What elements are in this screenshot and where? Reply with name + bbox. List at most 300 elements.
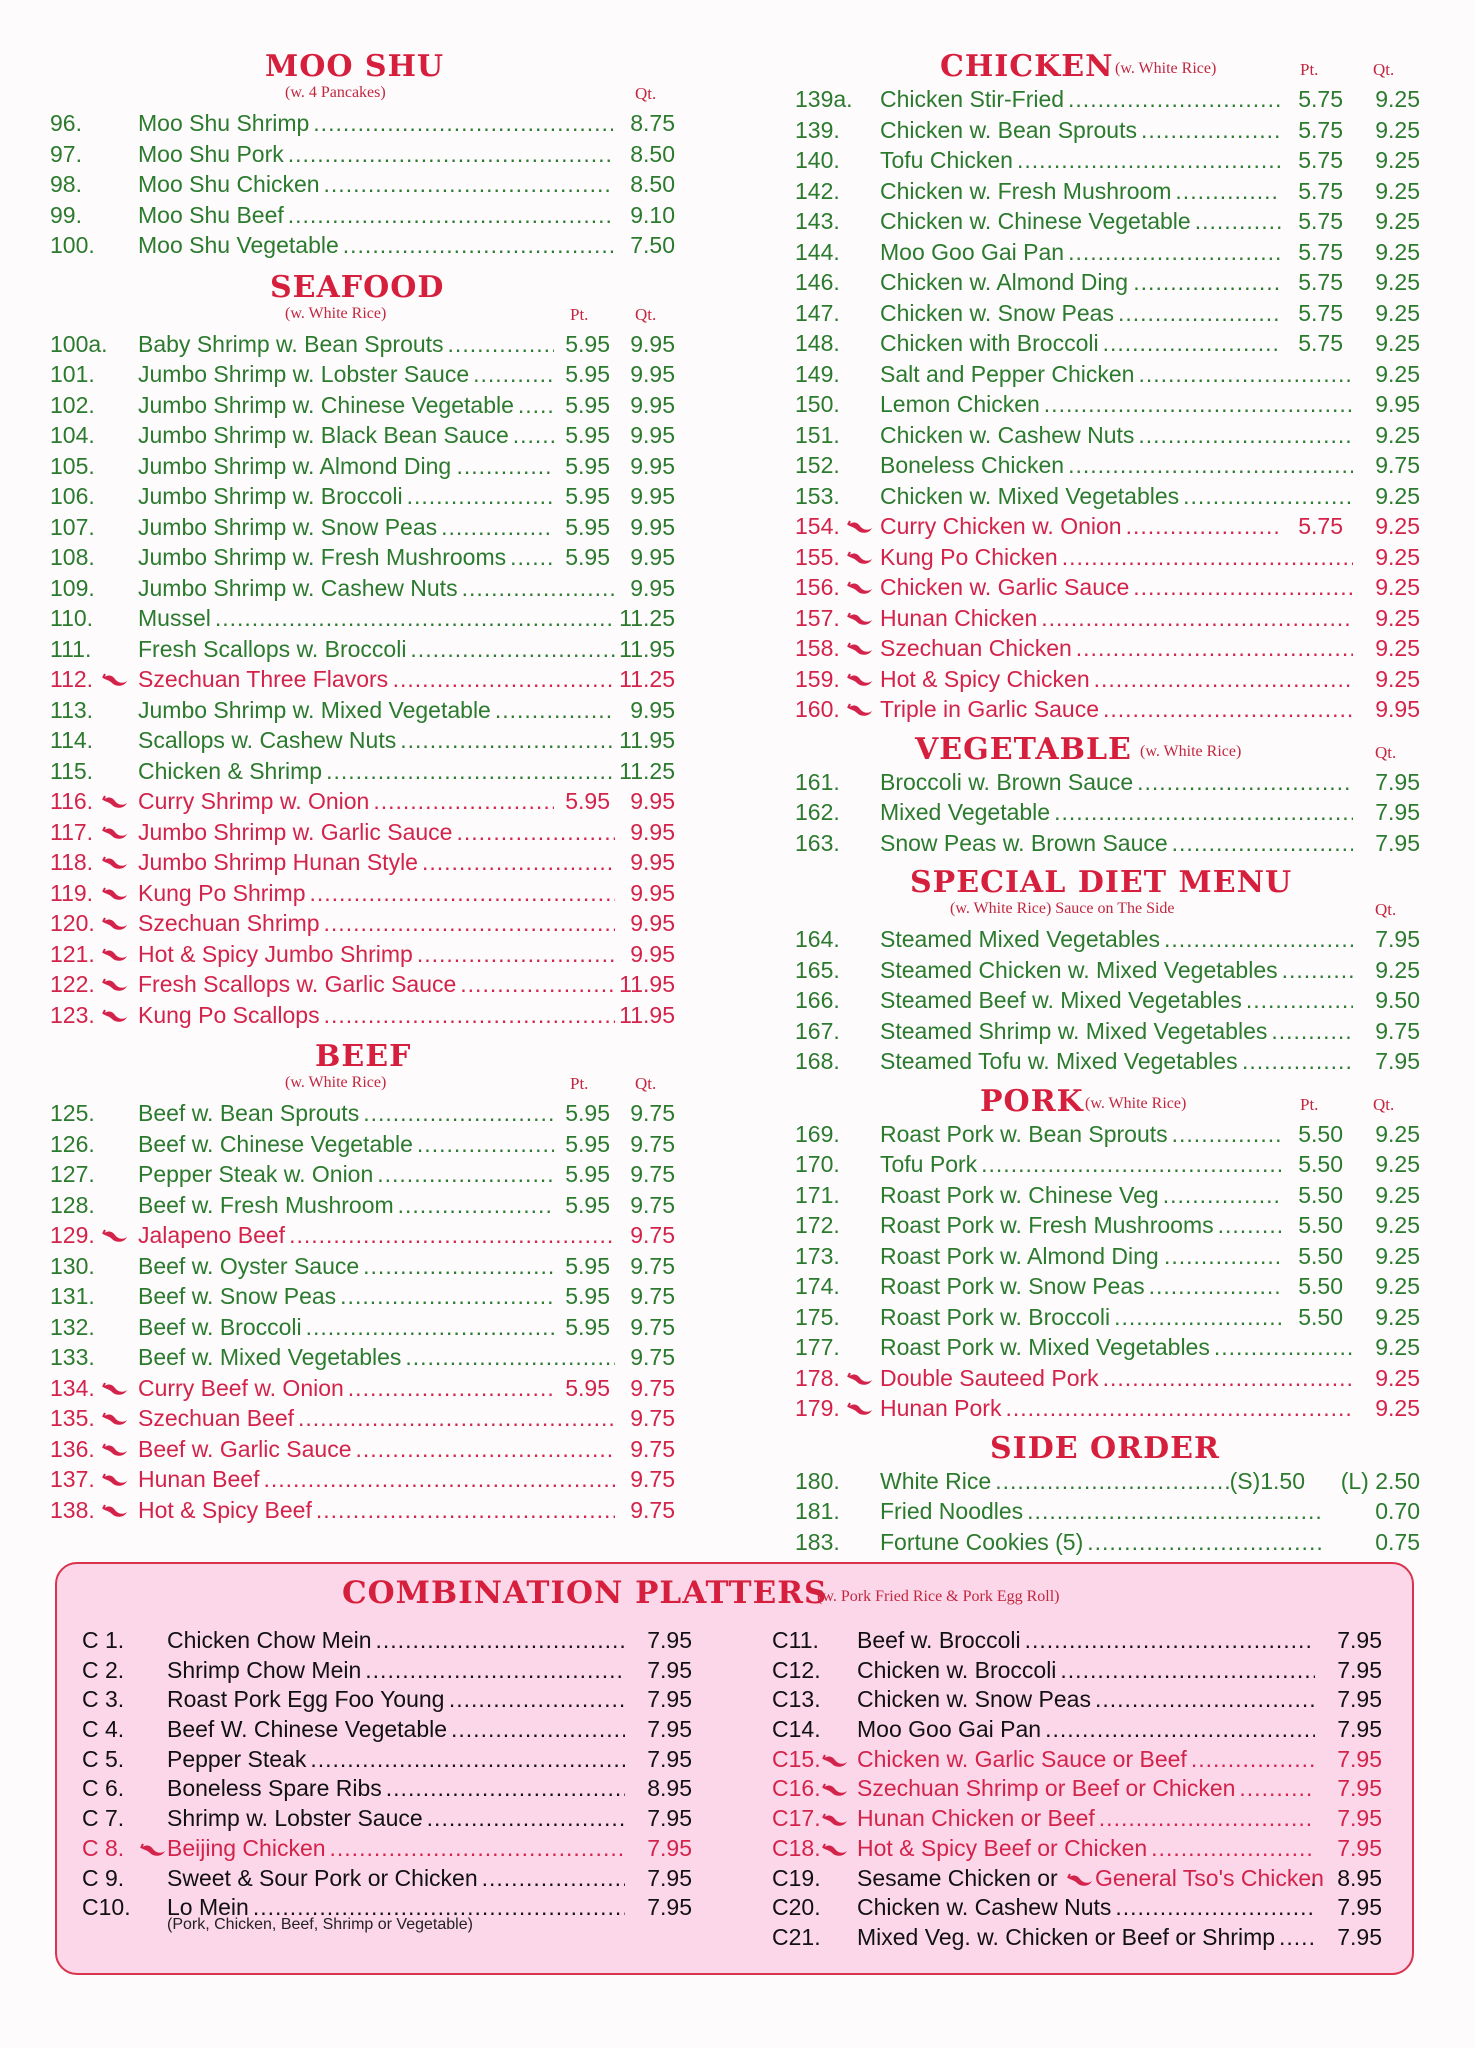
pt-header: Pt.	[1300, 60, 1319, 79]
quart-price: 9.95	[630, 788, 675, 814]
leader-dots	[1214, 1332, 1353, 1363]
leader-dots	[1191, 1745, 1315, 1775]
menu-item[interactable]	[795, 828, 1427, 859]
menu-item[interactable]	[795, 1046, 1427, 1077]
menu-item[interactable]	[50, 817, 680, 848]
menu-item[interactable]	[50, 1000, 680, 1031]
menu-item[interactable]	[82, 1804, 702, 1834]
quart-price: 9.25	[1375, 513, 1420, 539]
menu-item[interactable]	[50, 1251, 680, 1282]
menu-item[interactable]	[50, 542, 680, 573]
menu-item[interactable]	[795, 767, 1427, 798]
quart-price: 7.95	[647, 1686, 692, 1713]
menu-item[interactable]	[50, 390, 680, 421]
menu-item[interactable]	[772, 1923, 1387, 1953]
section-note: (w. White Rice) Sauce on The Side	[950, 900, 1175, 917]
item-number: 164.	[795, 926, 840, 952]
leader-dots	[263, 1464, 615, 1495]
item-name: Steamed Chicken w. Mixed Vegetables	[880, 956, 1278, 983]
item-number: 98.	[50, 171, 82, 197]
menu-item[interactable]	[795, 1149, 1427, 1180]
menu-item[interactable]	[795, 298, 1427, 329]
item-name: Mixed Veg. w. Chicken or Beef or Shrimp	[857, 1923, 1276, 1950]
leader-dots	[340, 1281, 554, 1312]
menu-item[interactable]	[772, 1834, 1387, 1864]
chicken-section	[795, 50, 1427, 725]
quart-price: 9.95	[630, 818, 675, 845]
beef-section	[50, 1040, 680, 1525]
menu-item[interactable]	[772, 1685, 1387, 1715]
quart-price: 9.25	[1375, 604, 1420, 631]
item-number: C 3.	[82, 1686, 125, 1713]
section-header	[57, 1576, 1412, 1610]
item-number: 127.	[50, 1161, 95, 1187]
quart-price: 9.95	[630, 574, 675, 601]
item-name: Mixed Vegetable	[880, 799, 1051, 825]
menu-item[interactable]	[50, 1342, 680, 1373]
quart-price: 9.95	[1375, 391, 1420, 417]
item-name-spicy: General Tso's Chicken	[1095, 1864, 1324, 1891]
menu-item[interactable]	[50, 169, 680, 200]
leader-dots	[1282, 955, 1353, 986]
menu-item[interactable]	[82, 1864, 702, 1894]
item-name: Chicken w. Mixed Vegetables	[880, 482, 1180, 509]
menu-item[interactable]	[772, 1864, 1387, 1894]
leader-dots	[1133, 572, 1353, 603]
menu-item[interactable]	[795, 1119, 1427, 1150]
qt-header: Qt.	[1375, 742, 1397, 762]
menu-item[interactable]	[772, 1745, 1387, 1775]
quart-price: 9.75	[630, 1435, 675, 1462]
menu-item[interactable]	[50, 200, 680, 231]
item-name: Jalapeno Beef	[138, 1222, 286, 1248]
quart-price: 9.25	[1375, 635, 1420, 661]
hot-pepper-icon	[102, 817, 126, 847]
item-name: Beef w. Oyster Sauce	[138, 1252, 360, 1279]
menu-item[interactable]	[795, 694, 1427, 725]
item-number: 115.	[50, 757, 94, 784]
pint-price: 5.95	[565, 1374, 610, 1401]
pint-price: 5.95	[565, 788, 610, 814]
quart-price: 8.95	[1337, 1864, 1382, 1891]
hot-pepper-icon	[847, 603, 871, 633]
item-number: 178.	[795, 1364, 840, 1391]
menu-item[interactable]	[50, 1129, 680, 1160]
hot-pepper-icon	[1067, 1864, 1091, 1894]
leader-dots	[1149, 1271, 1281, 1302]
leader-dots	[1062, 542, 1353, 573]
leader-dots	[1133, 267, 1281, 298]
quart-price: 9.25	[1375, 147, 1420, 173]
menu-item[interactable]	[795, 797, 1427, 828]
item-number: 162.	[795, 799, 840, 825]
menu-item[interactable]	[50, 359, 680, 390]
leader-dots	[451, 1715, 625, 1745]
leader-dots	[1025, 1626, 1315, 1656]
leader-dots	[376, 1626, 625, 1656]
item-name: Chicken w. Fresh Mushroom	[880, 177, 1172, 204]
pint-price: 5.75	[1298, 238, 1343, 265]
menu-item[interactable]	[50, 878, 680, 909]
menu-item[interactable]	[795, 206, 1427, 237]
menu-item[interactable]	[50, 1373, 680, 1404]
item-number: 122.	[50, 971, 95, 997]
quart-price: 7.95	[1375, 768, 1420, 795]
menu-item[interactable]	[772, 1804, 1387, 1834]
pint-price: 5.50	[1298, 1303, 1343, 1330]
menu-item[interactable]	[82, 1685, 702, 1715]
item-number: C12.	[772, 1656, 821, 1683]
leader-dots	[1099, 1804, 1315, 1834]
vegetable-section	[795, 733, 1427, 859]
menu-item[interactable]	[50, 1434, 680, 1465]
menu-item[interactable]	[82, 1745, 702, 1775]
item-number: 154.	[795, 513, 840, 539]
menu-item[interactable]	[50, 1220, 680, 1251]
menu-item[interactable]	[795, 481, 1427, 512]
quart-price: 9.50	[1375, 987, 1420, 1013]
hot-pepper-icon	[102, 939, 126, 969]
quart-price: 9.25	[1375, 360, 1420, 387]
menu-item[interactable]	[795, 633, 1427, 664]
item-number: C 6.	[82, 1775, 125, 1802]
quart-price: 9.95	[630, 422, 675, 448]
hot-pepper-icon	[847, 511, 871, 541]
pint-price: 5.95	[565, 513, 610, 540]
menu-item[interactable]	[795, 1180, 1427, 1211]
menu-item[interactable]	[50, 969, 680, 1000]
quart-price: 9.75	[630, 1130, 675, 1157]
menu-item[interactable]	[795, 1393, 1427, 1424]
quart-price: 9.25	[1375, 269, 1420, 295]
section-title: BEEF	[315, 1039, 412, 1074]
quart-price: 9.95	[630, 452, 675, 479]
menu-item[interactable]	[795, 115, 1427, 146]
item-number: 105.	[50, 452, 95, 479]
menu-item[interactable]	[795, 145, 1427, 176]
section-title: SEAFOOD	[270, 269, 445, 305]
menu-item[interactable]	[795, 389, 1427, 420]
item-name: Hunan Beef	[138, 1466, 260, 1492]
item-name: Szechuan Three Flavors	[138, 666, 389, 692]
quart-price: 9.95	[630, 879, 675, 906]
item-number: C14.	[772, 1716, 821, 1743]
menu-item[interactable]	[795, 603, 1427, 634]
menu-item[interactable]	[50, 908, 680, 939]
leader-dots	[427, 1804, 625, 1834]
menu-item[interactable]	[795, 176, 1427, 207]
menu-item[interactable]	[795, 1466, 1427, 1497]
qt-header: Qt.	[635, 1074, 657, 1093]
menu-item[interactable]	[50, 420, 680, 451]
item-number: 159.	[795, 665, 840, 692]
menu-item[interactable]	[795, 1302, 1427, 1333]
menu-item[interactable]	[82, 1715, 702, 1745]
leader-dots	[456, 817, 615, 848]
section-header	[50, 1040, 680, 1074]
quart-price: 9.25	[1375, 1151, 1420, 1177]
section-subheader	[50, 305, 680, 329]
item-number: C 8.	[82, 1834, 125, 1861]
pint-price: (S)1.50	[1229, 1467, 1305, 1494]
item-number: 113.	[50, 696, 94, 723]
item-name: Steamed Beef w. Mixed Vegetables	[880, 987, 1242, 1013]
item-number: 168.	[795, 1048, 840, 1074]
menu-item[interactable]	[50, 725, 680, 756]
menu-item[interactable]	[795, 572, 1427, 603]
item-name: Beijing Chicken	[167, 1834, 326, 1861]
item-name: Pepper Steak w. Onion	[138, 1161, 374, 1187]
item-name: Chicken w. Almond Ding	[880, 269, 1129, 295]
item-number: 99.	[50, 201, 82, 228]
menu-item[interactable]	[772, 1893, 1387, 1923]
item-name: Szechuan Beef	[138, 1405, 295, 1431]
menu-item[interactable]	[50, 108, 680, 139]
item-name: Hunan Pork	[880, 1395, 1002, 1421]
menu-item[interactable]	[50, 1190, 680, 1221]
section-subheader	[50, 84, 680, 108]
menu-item[interactable]	[50, 756, 680, 787]
quart-price: 9.75	[630, 1191, 675, 1218]
hot-pepper-icon	[102, 664, 126, 694]
qt-header: Qt.	[635, 304, 657, 324]
leader-dots	[1246, 985, 1353, 1016]
item-name: Hunan Chicken or Beef	[857, 1805, 1095, 1832]
menu-item[interactable]	[772, 1656, 1387, 1686]
item-name: Chicken w. Chinese Vegetable	[880, 208, 1191, 234]
leader-dots	[422, 847, 615, 878]
item-number: 136.	[50, 1435, 95, 1462]
pint-price: 5.95	[565, 483, 610, 509]
pint-price: 5.75	[1298, 513, 1343, 539]
menu-item[interactable]	[50, 1098, 680, 1129]
quart-price: 7.95	[647, 1894, 692, 1921]
menu-item[interactable]	[795, 84, 1427, 115]
menu-item[interactable]	[772, 1774, 1387, 1804]
menu-item[interactable]	[50, 481, 680, 512]
menu-item[interactable]	[82, 1834, 702, 1864]
leader-dots	[417, 939, 615, 970]
menu-item[interactable]	[795, 511, 1427, 542]
hot-pepper-icon	[102, 1373, 126, 1403]
item-number: 151.	[795, 421, 840, 448]
item-name: Chicken w. Bean Sprouts	[880, 116, 1137, 143]
menu-item[interactable]	[795, 664, 1427, 695]
leader-dots	[363, 1098, 554, 1129]
quart-price: 7.95	[1375, 1048, 1420, 1074]
menu-item[interactable]	[50, 573, 680, 604]
menu-item[interactable]	[795, 1527, 1427, 1558]
quart-price: 9.10	[630, 201, 675, 228]
item-number: 96.	[50, 110, 82, 136]
item-number: 101.	[50, 361, 95, 387]
menu-item[interactable]	[795, 237, 1427, 268]
quart-price: 9.25	[1375, 208, 1420, 234]
menu-item[interactable]	[795, 1241, 1427, 1272]
menu-item[interactable]	[795, 359, 1427, 390]
leader-dots	[1054, 797, 1353, 828]
qt-header: Qt.	[635, 84, 657, 103]
item-number: 130.	[50, 1252, 95, 1279]
menu-item[interactable]	[50, 230, 680, 261]
menu-item[interactable]	[795, 924, 1427, 955]
item-name: Shrimp Chow Mein	[167, 1656, 362, 1683]
quart-price: 9.25	[1375, 86, 1420, 112]
menu-item[interactable]	[772, 1715, 1387, 1745]
menu-item[interactable]	[50, 847, 680, 878]
item-name: Jumbo Shrimp w. Chinese Vegetable	[138, 391, 514, 418]
menu-item[interactable]	[795, 420, 1427, 451]
menu-item[interactable]	[82, 1626, 702, 1656]
leader-dots	[1095, 1685, 1315, 1715]
quart-price: 9.75	[630, 1405, 675, 1431]
leader-dots	[1068, 237, 1281, 268]
menu-item[interactable]	[50, 1495, 680, 1526]
item-number: 132.	[50, 1313, 95, 1340]
item-number: C19.	[772, 1864, 821, 1891]
quart-price: 9.25	[1375, 956, 1420, 983]
quart-price: 0.70	[1375, 1498, 1420, 1524]
seafood-section	[50, 271, 680, 1031]
quart-price: 9.95	[630, 483, 675, 509]
menu-item[interactable]	[82, 1774, 702, 1804]
pint-price: 5.75	[1298, 299, 1343, 326]
item-number: 158.	[795, 635, 840, 661]
menu-item[interactable]	[50, 939, 680, 970]
leader-dots	[330, 1834, 625, 1864]
quart-price: 7.95	[1337, 1805, 1382, 1832]
leader-dots	[1164, 924, 1353, 955]
menu-item[interactable]	[50, 1159, 680, 1190]
menu-item[interactable]	[795, 1210, 1427, 1241]
leader-dots	[1172, 828, 1353, 859]
quart-price: 7.95	[647, 1656, 692, 1683]
pint-price: 5.75	[1298, 269, 1343, 295]
item-number: 146.	[795, 269, 840, 295]
menu-item[interactable]	[50, 451, 680, 482]
quart-price: 9.95	[1375, 696, 1420, 722]
quart-price: 9.25	[1375, 665, 1420, 692]
pint-price: 5.75	[1298, 116, 1343, 143]
pint-price: 5.95	[565, 1161, 610, 1187]
menu-item[interactable]	[795, 985, 1427, 1016]
menu-item[interactable]	[772, 1626, 1387, 1656]
menu-item[interactable]	[50, 512, 680, 543]
item-number: 129.	[50, 1222, 95, 1248]
section-note: (w. White Rice)	[1140, 742, 1242, 760]
pint-price: 5.95	[565, 361, 610, 387]
item-number: 104.	[50, 422, 95, 448]
item-number: 180.	[795, 1467, 840, 1494]
item-number: 100.	[50, 232, 95, 258]
menu-item[interactable]	[50, 1312, 680, 1343]
leader-dots	[386, 1774, 625, 1804]
menu-item[interactable]	[795, 1363, 1427, 1394]
menu-item[interactable]	[795, 450, 1427, 481]
pt-header: Pt.	[1300, 1094, 1319, 1114]
menu-item[interactable]	[50, 1281, 680, 1312]
section-header	[795, 1432, 1427, 1466]
leader-dots	[377, 1159, 554, 1190]
item-number: 148.	[795, 330, 840, 356]
quart-price: 7.95	[1337, 1656, 1382, 1683]
item-number: 112.	[50, 666, 94, 692]
leader-dots	[288, 139, 613, 170]
menu-item[interactable]	[82, 1893, 702, 1934]
menu-item[interactable]	[795, 267, 1427, 298]
menu-item[interactable]	[50, 1403, 680, 1434]
menu-item[interactable]	[50, 664, 680, 695]
menu-item[interactable]	[50, 695, 680, 726]
quart-price: 7.95	[647, 1805, 692, 1832]
menu-item[interactable]	[50, 329, 680, 360]
item-name: Chicken w. Garlic Sauce or Beef	[857, 1745, 1187, 1772]
item-number: 126.	[50, 1130, 95, 1157]
menu-item[interactable]	[795, 1271, 1427, 1302]
item-name: Roast Pork w. Broccoli	[880, 1303, 1111, 1330]
menu-item[interactable]	[50, 139, 680, 170]
pint-price: 5.50	[1298, 1242, 1343, 1269]
quart-price: 7.95	[1337, 1775, 1382, 1802]
menu-item[interactable]	[795, 328, 1427, 359]
item-number: C15.	[772, 1745, 821, 1772]
item-number: C21.	[772, 1923, 821, 1950]
quart-price: 7.95	[1337, 1923, 1382, 1950]
leader-dots	[1271, 1016, 1353, 1047]
item-name: Roast Pork w. Chinese Veg	[880, 1181, 1159, 1208]
menu-item[interactable]	[795, 1496, 1427, 1527]
quart-price: 9.25	[1375, 1273, 1420, 1299]
quart-price: 7.95	[647, 1864, 692, 1891]
quart-price: 9.25	[1375, 421, 1420, 448]
item-name: Moo Shu Chicken	[138, 171, 320, 197]
item-name: Lo Mein	[167, 1894, 249, 1921]
item-number: C20.	[772, 1894, 821, 1921]
item-name: Roast Pork w. Bean Sprouts	[880, 1120, 1168, 1147]
menu-item[interactable]	[795, 542, 1427, 573]
quart-price: 9.25	[1375, 1212, 1420, 1238]
item-number: 142.	[795, 177, 840, 204]
item-name: Moo Goo Gai Pan	[857, 1716, 1042, 1743]
leader-dots	[495, 695, 615, 726]
item-number: 183.	[795, 1528, 840, 1555]
menu-item[interactable]	[50, 603, 680, 634]
leader-dots	[1060, 1656, 1315, 1686]
quart-price: (L) 2.50	[1340, 1467, 1420, 1494]
item-name: Roast Pork w. Fresh Mushrooms	[880, 1212, 1214, 1238]
menu-item[interactable]	[795, 1332, 1427, 1363]
item-number: 120.	[50, 910, 95, 936]
item-number: C 1.	[82, 1627, 125, 1653]
item-name: Beef w. Broccoli	[138, 1313, 302, 1340]
leader-dots	[1163, 1180, 1281, 1211]
menu-item[interactable]	[82, 1656, 702, 1686]
section-header	[50, 271, 680, 305]
item-name: Chicken Stir-Fried	[880, 86, 1065, 112]
menu-item[interactable]	[795, 955, 1427, 986]
menu-item[interactable]	[50, 786, 680, 817]
quart-price: 9.95	[630, 391, 675, 418]
pint-price: 5.95	[565, 1252, 610, 1279]
menu-item[interactable]	[795, 1016, 1427, 1047]
section-title: MOO SHU	[265, 49, 445, 84]
menu-item[interactable]	[50, 1464, 680, 1495]
quart-price: 9.25	[1375, 574, 1420, 600]
menu-item[interactable]	[50, 634, 680, 665]
item-number: 175.	[795, 1303, 840, 1330]
leader-dots	[441, 512, 554, 543]
item-number: 173.	[795, 1242, 840, 1269]
